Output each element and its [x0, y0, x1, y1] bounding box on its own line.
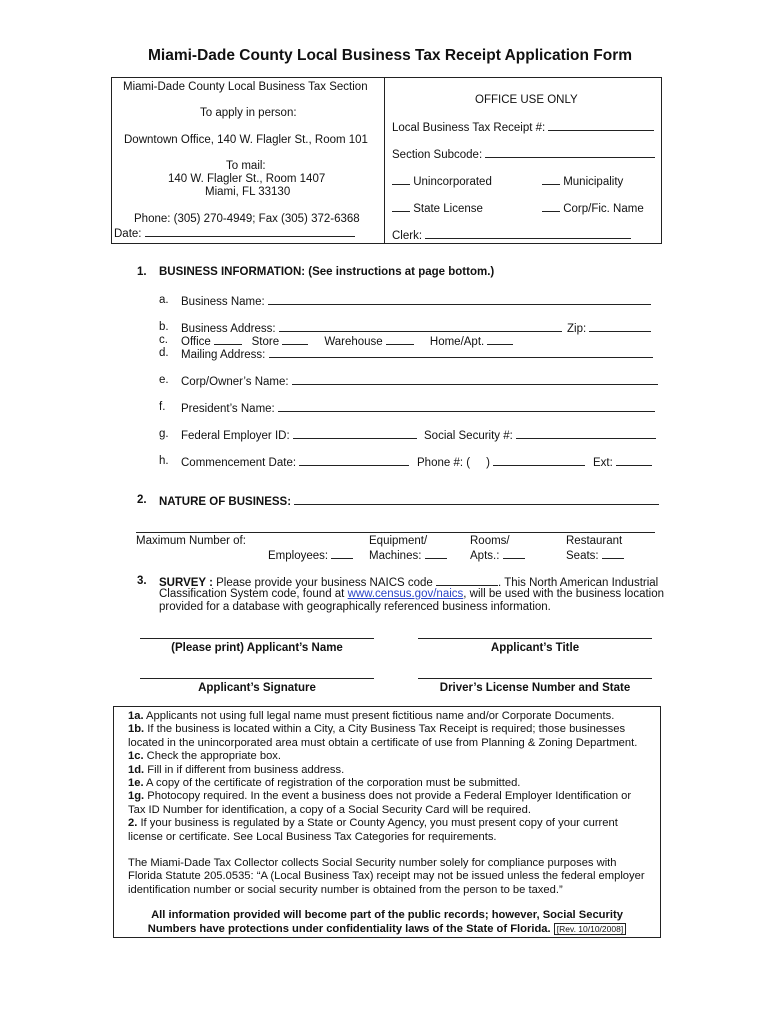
corp-owner-field[interactable] [181, 374, 658, 389]
header-divider [384, 77, 385, 244]
clerk-label: Clerk: [392, 230, 423, 242]
item-b-letter: b. [159, 321, 169, 333]
warehouse-checkbox[interactable] [386, 334, 414, 345]
receipt-blank[interactable] [548, 120, 654, 131]
public-records-line1: All information provided will become part of the public records; however, Social Security [151, 909, 623, 921]
fein-label: Federal Employer ID: [181, 430, 290, 442]
clerk-field[interactable] [392, 228, 631, 243]
nature-of-business-blank[interactable] [294, 494, 659, 505]
zip-blank[interactable] [589, 321, 651, 332]
phone-label: Phone #: ( [417, 457, 471, 469]
note-1b-cont: located in the unincorporated area must obtain a certificate of use from Planning & Zoning Department. [128, 736, 638, 749]
drivers-license-label: Driver’s License Number and State [439, 682, 631, 694]
office-use-heading: OFFICE USE ONLY [475, 94, 578, 106]
seats-blank[interactable] [602, 548, 624, 559]
ssn-statement-3: identification number or social security number is obtained from the person to be taxed.” [128, 883, 563, 896]
subcode-label: Section Subcode: [392, 149, 483, 161]
note-1b: 1b. If the business is located within a City, a City Business Tax Receipt is required; those businesses [128, 723, 626, 736]
mailing-address-label: Mailing Address: [181, 349, 266, 361]
to-mail: To mail: [226, 160, 266, 172]
corp-owner-blank[interactable] [292, 374, 658, 385]
business-address-blank[interactable] [279, 321, 562, 332]
receipt-field[interactable] [392, 120, 654, 135]
applicant-name-line[interactable] [140, 638, 374, 639]
apply-in-person: To apply in person: [200, 107, 297, 119]
note-1e: 1e. A copy of the certificate of registration of the corporation must be submitted. [128, 777, 521, 790]
president-label: President’s Name: [181, 403, 275, 415]
machines-blank[interactable] [425, 548, 447, 559]
rooms-label: Rooms/ [470, 535, 510, 547]
president-field[interactable] [181, 401, 655, 416]
nature-of-business-line2[interactable] [136, 532, 655, 533]
date-field[interactable] [114, 226, 355, 241]
commencement-blank[interactable] [299, 455, 409, 466]
home-apt-checkbox[interactable] [487, 334, 513, 345]
applicant-name-label: (Please print) Applicant’s Name [171, 642, 343, 654]
zip-field[interactable] [567, 321, 651, 336]
naics-link[interactable]: www.census.gov/naics [347, 588, 464, 600]
downtown-office: Downtown Office, 140 W. Flagler St., Room 101 [124, 134, 368, 146]
applicant-signature-line[interactable] [140, 678, 374, 679]
item-d-letter: d. [159, 347, 169, 359]
drivers-license-line[interactable] [418, 678, 652, 679]
nature-of-business-label: NATURE OF BUSINESS: [159, 496, 292, 508]
applicant-title-line[interactable] [418, 638, 652, 639]
date-label: Date: [114, 228, 142, 240]
apts-field[interactable] [470, 548, 525, 563]
note-1c: 1c. Check the appropriate box. [128, 750, 282, 763]
state-license-option[interactable] [392, 201, 483, 216]
equipment-label: Equipment/ [369, 535, 428, 547]
mail-line2: Miami, FL 33130 [205, 186, 291, 198]
item-f-letter: f. [159, 401, 166, 413]
seats-label: Seats: [566, 550, 599, 562]
public-records-line2: Numbers have protections under confidentiality laws of the State of Florida. [Rev. 10/10/2008] [117, 922, 657, 936]
applicant-signature-label: Applicant’s Signature [198, 682, 316, 694]
survey-text2a: Classification System code, found at [159, 588, 345, 600]
receipt-label: Local Business Tax Receipt #: [392, 122, 546, 134]
seats-field[interactable] [566, 548, 624, 563]
note-1d: 1d. Fill in if different from business address. [128, 763, 345, 776]
survey-text1b: . This North American Industrial [498, 577, 659, 589]
mail-line1: 140 W. Flagler St., Room 1407 [168, 173, 326, 185]
ssn-blank[interactable] [516, 428, 656, 439]
business-name-label: Business Name: [181, 296, 265, 308]
item-a-letter: a. [159, 294, 169, 306]
note-1g: 1g. Photocopy required. In the event a business does not provide a Federal Employer Identification or [128, 790, 632, 803]
phone-field[interactable] [417, 455, 585, 470]
store-label: Store [251, 336, 280, 348]
restaurant-label: Restaurant [566, 535, 623, 547]
ssn-field[interactable] [424, 428, 656, 443]
survey-label: SURVEY : [159, 577, 213, 589]
fein-field[interactable] [181, 428, 417, 443]
municipality-checkbox[interactable] [542, 174, 560, 185]
ext-field[interactable] [593, 455, 652, 470]
phone-close: ) [486, 457, 490, 469]
section1-heading: BUSINESS INFORMATION: (See instructions at page bottom.) [159, 266, 495, 278]
commencement-field[interactable] [181, 455, 409, 470]
corp-owner-label: Corp/Owner’s Name: [181, 376, 289, 388]
warehouse-label: Warehouse [324, 336, 383, 348]
office-checkbox[interactable] [214, 334, 242, 345]
unincorporated-label: Unincorporated [413, 176, 492, 188]
president-blank[interactable] [278, 401, 655, 412]
clerk-blank[interactable] [425, 228, 631, 239]
section1-number: 1. [137, 266, 147, 278]
page-title: Miami-Dade County Local Business Tax Receipt Application Form [148, 47, 633, 64]
state-license-label: State License [413, 203, 483, 215]
store-checkbox[interactable] [282, 334, 308, 345]
note-2: 2. If your business is regulated by a State or County Agency, you must present copy of your current [128, 817, 618, 830]
mailing-address-field[interactable] [181, 347, 653, 362]
unincorporated-option[interactable] [392, 174, 492, 189]
note-1g-cont: Tax ID Number for identification, a copy of a Social Security Card will be required. [128, 803, 531, 816]
employees-label: Employees: [268, 550, 329, 562]
office-label: Office [181, 336, 211, 348]
note-2-cont: license or certificate. See Local Business Tax Categories for requirements. [128, 830, 497, 843]
nature-of-business-field[interactable] [159, 494, 659, 509]
subcode-field[interactable] [392, 147, 655, 162]
employees-field[interactable] [268, 548, 353, 563]
subcode-blank[interactable] [485, 147, 655, 158]
corp-fic-option[interactable] [542, 201, 644, 216]
survey-text1a: Please provide your business NAICS code [216, 577, 433, 589]
machines-label: Machines: [369, 550, 422, 562]
ext-blank[interactable] [616, 455, 652, 466]
phone-fax: Phone: (305) 270-4949; Fax (305) 372-6368 [134, 213, 360, 225]
revision-tag: [Rev. 10/10/2008] [554, 923, 626, 935]
survey-line3: provided for a database with geographically referenced business information. [159, 601, 551, 613]
instructions-text [128, 710, 648, 897]
item-c-letter: c. [159, 334, 168, 346]
item-g-letter: g. [159, 428, 169, 440]
survey-line2 [159, 588, 664, 601]
section3-number: 3. [137, 575, 147, 587]
item-e-letter: e. [159, 374, 169, 386]
public-records-notice [117, 908, 657, 936]
municipality-option[interactable] [542, 174, 623, 189]
business-name-blank[interactable] [268, 294, 651, 305]
apts-blank[interactable] [503, 548, 525, 559]
item-h-letter: h. [159, 455, 169, 467]
home-apt-label: Home/Apt. [429, 336, 485, 348]
note-1a: 1a. Applicants not using full legal name must present fictitious name and/or Corporate Documents. [128, 710, 615, 722]
municipality-label: Municipality [563, 176, 624, 188]
ext-label: Ext: [593, 457, 613, 469]
applicant-title-label: Applicant’s Title [490, 642, 580, 654]
ssn-statement-2: Florida Statute 205.0535: “A (Local Business Tax) receipt may not be issued unless the federal employer [128, 870, 645, 883]
naics-code-blank[interactable] [436, 575, 498, 586]
machines-field[interactable] [369, 548, 447, 563]
business-name-field[interactable] [181, 294, 651, 309]
max-number-label: Maximum Number of: [136, 535, 246, 547]
date-blank[interactable] [145, 226, 355, 237]
survey-text2b: , will be used with the business location [463, 588, 665, 600]
corp-fic-label: Corp/Fic. Name [563, 203, 644, 215]
phone-blank[interactable] [493, 455, 585, 466]
section2-number: 2. [137, 494, 147, 506]
fein-blank[interactable] [293, 428, 417, 439]
corp-fic-checkbox[interactable] [542, 201, 560, 212]
business-address-label: Business Address: [181, 323, 276, 335]
ssn-label: Social Security #: [424, 430, 513, 442]
mailing-address-blank[interactable] [269, 347, 653, 358]
commencement-label: Commencement Date: [181, 457, 297, 469]
unincorporated-checkbox[interactable] [392, 174, 410, 185]
zip-label: Zip: [567, 323, 587, 335]
ssn-statement-1: The Miami-Dade Tax Collector collects Social Security number solely for compliance purposes with [128, 857, 617, 870]
employees-blank[interactable] [331, 548, 353, 559]
state-license-checkbox[interactable] [392, 201, 410, 212]
section-name: Miami-Dade County Local Business Tax Section [123, 81, 368, 93]
apts-label: Apts.: [470, 550, 500, 562]
